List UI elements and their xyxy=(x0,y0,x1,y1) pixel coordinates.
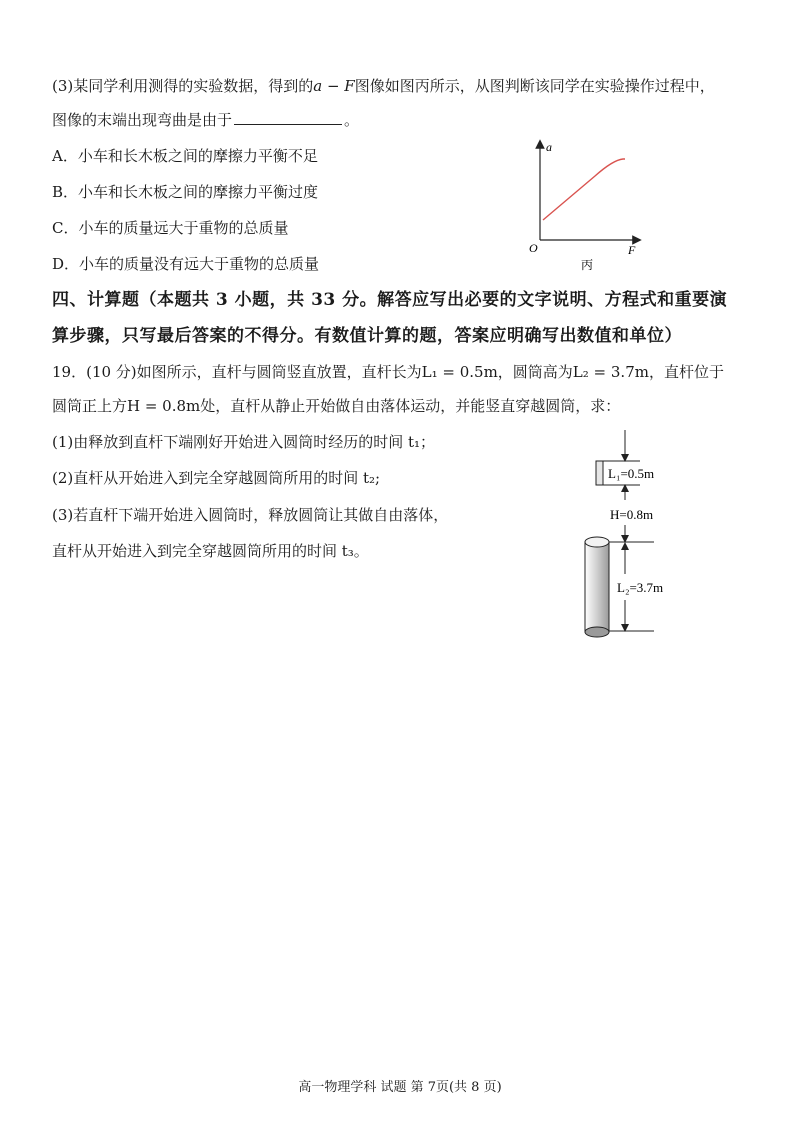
graph-caption: 丙 xyxy=(581,258,594,272)
tube-bottom xyxy=(585,627,609,637)
rod-length-label: L₁=0.5m xyxy=(608,466,655,481)
origin-label: O xyxy=(529,241,538,255)
q3-line1-b: 图像如图丙所示，从图判断该同学在实验操作过程中， xyxy=(354,77,715,95)
q19-sub3: (3)若直杆下端开始进入圆筒时，释放圆筒让其做自由落体， xyxy=(52,506,449,524)
section4-heading-line1: 四、计算题（本题共 3 小题，共 33 分。解答应写出必要的文字说明、方程式和重要演 xyxy=(52,290,728,310)
rod xyxy=(596,461,603,485)
q3-line1-a: (3)某同学利用测得的实验数据，得到的 xyxy=(52,77,314,95)
q19-line2: 圆筒正上方H = 0.8m处，直杆从静止开始做自由落体运动，并能竖直穿越圆筒，求： xyxy=(52,397,621,415)
q3-option-a: A．小车和长木板之间的摩擦力平衡不足 xyxy=(52,147,318,165)
y-axis-label: a xyxy=(546,140,552,154)
q3-line1 xyxy=(52,76,715,96)
q19-sub1: (1)由释放到直杆下端刚好开始进入圆筒时经历的时间 t₁； xyxy=(52,433,436,451)
q19-line1: 19．(10 分)如图所示，直杆与圆筒竖直放置，直杆长为L₁ = 0.5m，圆筒高为L₂ = 3.7m，直杆位于 xyxy=(52,363,724,381)
q3-option-d: D．小车的质量没有远大于重物的总质量 xyxy=(52,255,320,273)
q3-line2-text: 图像的末端出现弯曲是由于 xyxy=(52,111,233,129)
q19-sub3b: 直杆从开始进入到完全穿越圆筒所用的时间 t₃。 xyxy=(52,542,369,560)
a-f-curve xyxy=(543,159,625,220)
gap-label: H=0.8m xyxy=(610,507,654,522)
rod-tube-diagram xyxy=(570,428,700,640)
x-axis-label: F xyxy=(628,243,636,257)
q3-line2-end: 。 xyxy=(344,111,360,129)
tube-top xyxy=(585,537,609,547)
tube-body xyxy=(585,542,609,632)
page-footer: 高一物理学科 试题 第 7页(共 8 页) xyxy=(298,1080,502,1095)
answer-blank xyxy=(234,110,342,125)
section4-heading-line2: 算步骤，只写最后答案的不得分。有数值计算的题，答案应明确写出数值和单位） xyxy=(52,326,682,346)
tube-length-label: L₂=3.7m xyxy=(617,580,664,595)
q3-line2 xyxy=(52,110,359,130)
q3-line1-var: a − F xyxy=(313,77,355,95)
q3-option-b: B．小车和长木板之间的摩擦力平衡过度 xyxy=(52,183,319,201)
a-f-graph xyxy=(525,138,655,273)
q3-option-c: C．小车的质量远大于重物的总质量 xyxy=(52,219,289,237)
q19-sub2: (2)直杆从开始进入到完全穿越圆筒所用的时间 t₂; xyxy=(52,469,381,487)
